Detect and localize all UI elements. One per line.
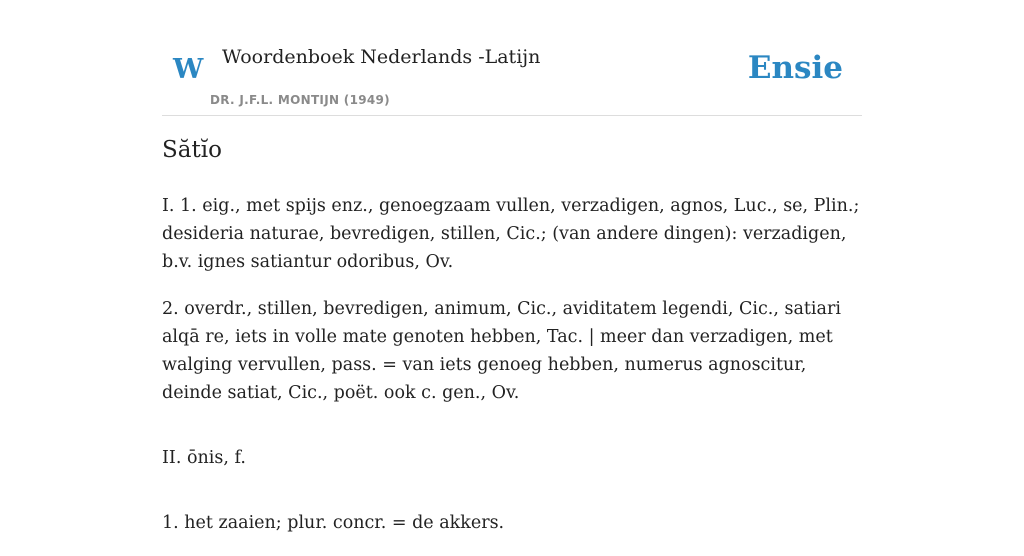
definition-paragraph: II. ōnis, f.: [162, 448, 246, 468]
entry-definition: [162, 192, 862, 556]
definition-paragraph: 1. het zaaien; plur. concr. = de akkers.: [162, 513, 505, 533]
dictionary-logo-icon[interactable]: W: [173, 54, 204, 85]
dictionary-author: DR. J.F.L. MONTIJN (1949): [210, 93, 390, 107]
dictionary-header: [162, 40, 862, 116]
dictionary-title[interactable]: Woordenboek Nederlands -Latijn: [222, 46, 541, 68]
entry-headword: Sătĭo: [162, 137, 222, 163]
definition-paragraph: I. 1. eig., met spijs enz., genoegzaam vullen, verzadigen, agnos, Luc., se, Plin.; desideria naturae, bevredigen, stillen, Cic.; (van andere dingen): verzadigen, b.v. ignes satiantur odoribus, Ov.: [162, 196, 860, 272]
ensie-logo[interactable]: Ensie: [747, 50, 843, 86]
definition-paragraph: 2. overdr., stillen, bevredigen, animum, Cic., aviditatem legendi, Cic., satiari alqā re, iets in volle mate genoten hebben, Tac. | meer dan verzadigen, met walging vervullen, pass. = van iets genoeg hebben, numerus agnoscitur, deinde satiat, Cic., poët. ook c. gen., Ov.: [162, 299, 841, 403]
